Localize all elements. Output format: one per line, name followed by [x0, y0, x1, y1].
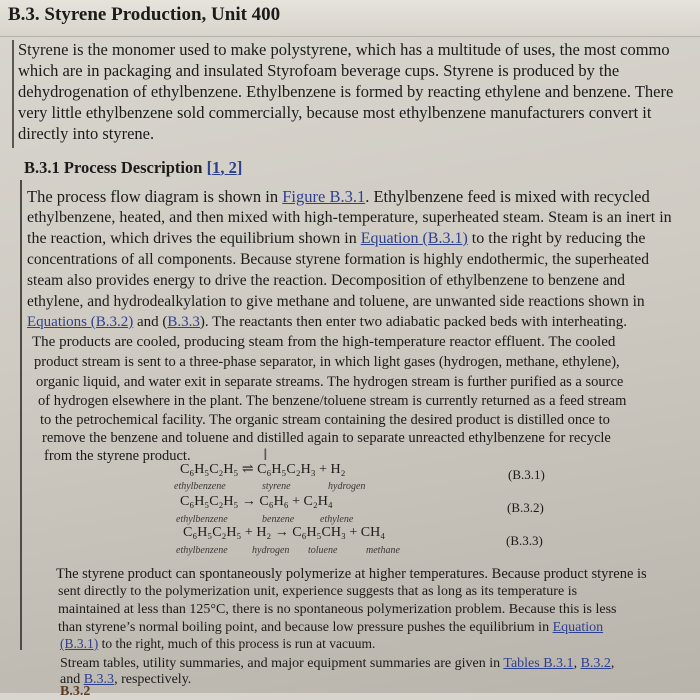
para1-line: product stream is sent to a three-phase separator, in which light gases (hydrogen, methane, ethylene), [34, 354, 620, 370]
equation-link[interactable]: Equation (B.3.1) [360, 230, 468, 247]
equation-3-formula: C₆H₅C₂H₅ + H₂ → C₆H₅CH₃ + CH₄ [183, 525, 386, 540]
para1-line: concentrations of all components. Because styrene formation is highly endothermic, the superheated [27, 251, 649, 268]
text: ). The reactants then enter two adiabatic packed beds with interheating. [199, 314, 627, 330]
para2-line: The styrene product can spontaneously polymerize at higher temperatures. Because product styrene is [56, 566, 647, 582]
text: . Ethylbenzene feed is mixed with recycled [365, 187, 650, 206]
equation-number: (B.3.3) [506, 533, 543, 548]
equation-number: (B.3.2) [507, 500, 544, 515]
equation-link[interactable]: B.3.3 [167, 314, 200, 330]
intro-line: very little ethylbenzene sold commercially, because most ethylbenzene manufacturers convert it [18, 103, 652, 122]
para1-line: steam also provides energy to drive the reaction. Decomposition of ethylbenzene to benzene and [27, 272, 625, 289]
para1-line [27, 229, 646, 249]
table-link[interactable]: B.3.3 [83, 672, 115, 687]
equation-link[interactable]: (B.3.1) [60, 636, 99, 651]
text: , [610, 656, 615, 671]
section-title: B.3. Styrene Production, Unit 400 [8, 4, 281, 25]
para1-line: remove the benzene and toluene and distilled again to separate unreacted ethylbenzene for recycle [42, 430, 611, 446]
equation-label: hydrogen [328, 481, 366, 492]
text: to the right by reducing the [467, 230, 646, 247]
subsection-title-text: B.3.1 Process Description [24, 158, 207, 177]
intro-line: Styrene is the monomer used to make polystyrene, which has a multitude of uses, the most commo [18, 40, 670, 59]
intro-line: dehydrogenation of ethylbenzene. Ethylbenzene is formed by reacting ethylene and benzene. There [18, 82, 674, 101]
citation-bracket: ] [236, 158, 243, 177]
equation-label: hydrogen [252, 545, 290, 556]
equation-label: benzene [262, 514, 295, 525]
para1-line: from the styrene product. [44, 448, 191, 464]
para1-line: organic liquid, and water exit in separate streams. The hydrogen stream is further purified as a source [36, 374, 624, 390]
text: and ( [133, 314, 168, 330]
equations-link[interactable]: Equations (B.3.2) [27, 314, 134, 330]
text: , respectively. [114, 672, 192, 687]
para1-line [27, 187, 650, 207]
text: , [573, 656, 581, 671]
cutoff-heading: B.3.2 [60, 684, 91, 699]
para1-line: to the petrochemical facility. The organic stream containing the desired product is distilled once to [40, 412, 610, 428]
para2-line: sent directly to the polymerization unit, experience suggests that as long as its temperature is [58, 584, 578, 599]
table-link[interactable]: B.3.2 [580, 656, 611, 671]
text: to the right, much of this process is run at vacuum. [98, 636, 376, 651]
equation-1-formula: C₆H₅C₂H₅ ⇌ C₆H₅C₂H₃ + H₂ [180, 462, 346, 477]
equation-label: ethylene [320, 514, 354, 525]
citation-bracket: [ [206, 158, 213, 177]
equation-label: styrene [262, 481, 291, 492]
text: Stream tables, utility summaries, and major equipment summaries are given in [60, 656, 504, 671]
para2-line [60, 634, 375, 654]
citation-link-1[interactable]: 1 [212, 158, 221, 177]
equation-label: ethylbenzene [176, 545, 228, 556]
subsection-title [24, 158, 242, 178]
citation-sep: , [220, 158, 229, 177]
text: The process flow diagram is shown in [27, 187, 283, 206]
para2-line: maintained at less than 125°C, there is no spontaneous polymerization problem. Because this is less [58, 602, 617, 617]
equation-label: methane [366, 545, 400, 556]
text: than styrene’s normal boiling point, and because low pressure pushes the equilibrium in [58, 620, 553, 635]
equation-label: ethylbenzene [176, 514, 228, 525]
text: and [60, 672, 84, 687]
para1-line: The products are cooled, producing steam from the high-temperature reactor effluent. The cooled [32, 334, 616, 350]
equation-link[interactable]: Equation [552, 620, 604, 635]
para1-line: ethylbenzene, heated, and then mixed with high-temperature, superheated steam. Steam is an inert in [27, 209, 672, 226]
para1-line: ethylene, and hydrodealkylation to give methane and toluene, are unwanted side reactions shown in [27, 293, 645, 310]
intro-line: directly into styrene. [18, 124, 155, 143]
para1-line: of hydrogen elsewhere in the plant. The benzene/toluene stream is currently returned as a feed stream [38, 393, 627, 409]
intro-paragraph [12, 40, 700, 148]
equation-label: ethylbenzene [174, 481, 226, 492]
intro-line: which are in packaging and insulated Styrofoam beverage cups. Styrene is produced by the [18, 61, 620, 80]
equation-2-formula: C₆H₅C₂H₅ → C₆H₆ + C₂H₄ [180, 494, 333, 509]
tables-link[interactable]: Tables B.3.1 [503, 656, 574, 671]
text: the reaction, which drives the equilibrium shown in [27, 230, 361, 247]
text-cursor-icon: I [263, 445, 268, 464]
equation-number: (B.3.1) [508, 467, 545, 482]
citation-link-2[interactable]: 2 [228, 158, 237, 177]
equation-label: toluene [308, 545, 338, 556]
figure-link[interactable]: Figure B.3.1 [282, 187, 366, 206]
para1-line [27, 312, 627, 332]
